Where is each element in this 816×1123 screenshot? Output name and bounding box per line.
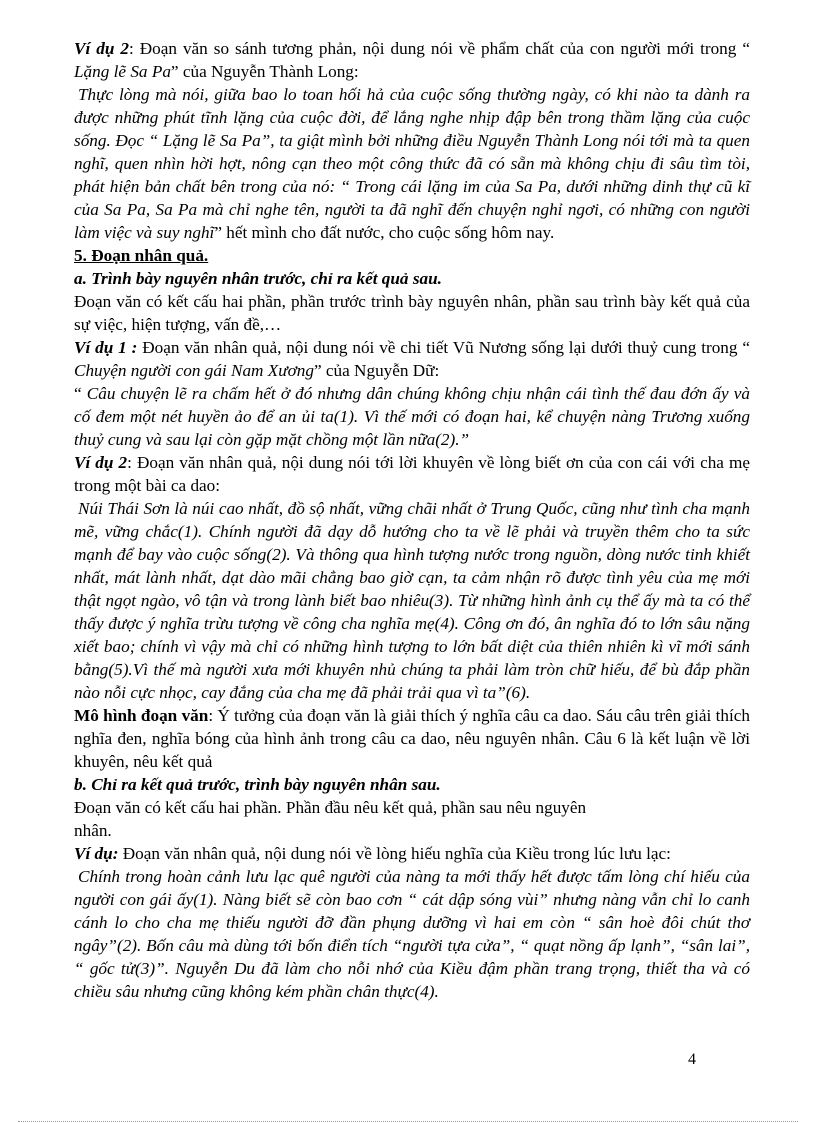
subheading-a: a. Trình bày nguyên nhân trước, chỉ ra kết quả sau. xyxy=(74,269,442,288)
example-2-intro: Ví dụ 2: Đoạn văn so sánh tương phản, nội dung nói về phẩm chất của con người mới trong “ Lặng lẽ Sa Pa” của Nguyễn Thành Long: xyxy=(74,39,750,81)
example-label: Ví dụ 1 : xyxy=(74,338,138,357)
example-2b-paragraph: Núi Thái Sơn là núi cao nhất, đồ sộ nhất, vững chãi nhất ở Trung Quốc, cũng như tình cha mạnh mẽ, vững chắc(1). Chính người đã dạy dỗ hướng cho ta về lẽ phải và truyền thêm cho ta sức mạnh để bay vào cuộc sống(2). Và thông qua hình tượng nước trong nguồn, dòng nước tinh khiết nhất, mát lành nhất, dạt dào mãi chẳng bao giờ cạn, ta cảm nhận rõ được tình yêu của mẹ mới thật ngọt ngào, vô tận và trong lành biết bao nhiêu(3). Từ những hình ảnh cụ thể ấy mà ta có thể thấy được ý nghĩa trừu tượng về công cha nghĩa mẹ(4). Công ơn đó, ân nghĩa đó to lớn sâu nặng xiết bao; chính vì vậy mà chỉ có những hình tượng to lớn bất diệt của thiên nhiên kì vĩ mới sánh bằng(5).Vì thế mà người xưa mới khuyên nhủ chúng ta phải làm tròn chữ hiếu, để bù đắp phần nào nỗi cực nhọc, cay đắng của cha mẹ đã phải trải qua vì ta”(6). xyxy=(74,499,750,702)
example-label: Ví dụ: xyxy=(74,844,119,863)
page-number: 4 xyxy=(688,1051,696,1068)
page-bottom-divider xyxy=(18,1121,798,1122)
page-content xyxy=(74,37,750,1003)
example-1-intro: Ví dụ 1 : Đoạn văn nhân quả, nội dung nói về chi tiết Vũ Nương sống lại dưới thuỷ cung trong “ Chuyện người con gái Nam Xương” của Nguyễn Dữ: xyxy=(74,338,750,380)
example-3-intro: Ví dụ: Đoạn văn nhân quả, nội dung nói về lòng hiếu nghĩa của Kiều trong lúc lưu lạc: xyxy=(74,844,671,863)
paragraph-model: Mô hình đoạn văn: Ý tưởng của đoạn văn là giải thích ý nghĩa câu ca dao. Sáu câu trên giải thích nghĩa đen, nghĩa bóng của hình ảnh trong câu ca dao, nêu nguyên nhân. Câu 6 là kết luận về lời khuyên, nêu kết quả xyxy=(74,706,750,771)
example-label: Ví dụ 2 xyxy=(74,453,128,472)
work-title: Lặng lẽ Sa Pa xyxy=(74,62,171,81)
subheading-b: b. Chỉ ra kết quả trước, trình bày nguyên nhân sau. xyxy=(74,775,441,794)
subheading-a-description: Đoạn văn có kết cấu hai phần, phần trước trình bày nguyên nhân, phần sau trình bày kết quả của sự việc, hiện tượng, vấn đề,… xyxy=(74,292,750,334)
example-label: Ví dụ 2 xyxy=(74,39,129,58)
work-title: Chuyện người con gái Nam Xương xyxy=(74,361,314,380)
model-label: Mô hình đoạn văn xyxy=(74,706,209,725)
example-1-paragraph: “ Câu chuyện lẽ ra chấm hết ở đó nhưng dân chúng không chịu nhận cái tình thế đau đớn ấy và cố đem một nét huyền ảo để an ủi ta(1). Vì thế mới có đoạn hai, kể chuyện nàng Trương xuống thuỷ cung và sau lại còn gặp mặt chồng một lần nữa(2).” xyxy=(74,384,750,449)
section-heading-5: 5. Đoạn nhân quả. xyxy=(74,246,209,265)
subheading-b-description: Đoạn văn có kết cấu hai phần. Phần đầu nêu kết quả, phần sau nêu nguyên nhân. xyxy=(74,798,587,840)
example-2b-intro: Ví dụ 2: Đoạn văn nhân quả, nội dung nói tới lời khuyên về lòng biết ơn của con cái với cha mẹ trong một bài ca dao: xyxy=(74,453,750,495)
example-2-paragraph: Thực lòng mà nói, giữa bao lo toan hối hả của cuộc sống thường ngày, có khi nào ta dành ra được những phút tĩnh lặng của cuộc đời, để lắng nghe nhịp đập bên trong thầm lặng của cuộc sống. Đọc “ Lặng lẽ Sa Pa”, ta giật mình bởi những điều Nguyễn Thành Long nói tới mà ta quen nghĩ, quen nhìn hời hợt, nông cạn theo một công thức đã có sẵn mà không chịu đi sâu tìm tòi, phát hiện bản chất bên trong của nó: “ Trong cái lặng im của Sa Pa, dưới những dinh thự cũ kĩ của Sa Pa, Sa Pa mà chỉ nghe tên, người ta đã nghĩ đến chuyện nghỉ ngơi, có những con người làm việc và suy nghĩ” hết mình cho đất nước, cho cuộc sống hôm nay. xyxy=(74,85,750,242)
example-3-paragraph: Chính trong hoàn cảnh lưu lạc quê người của nàng ta mới thấy hết được tấm lòng chí hiếu của người con gái ấy(1). Nàng biết sẽ còn bao cơn “ cát dập sóng vùi” nhưng nàng vẫn chỉ lo canh cánh lo cho cha mẹ thiếu người đỡ đần phụng dưỡng vì hai em còn “ sân hoè đôi chút thơ ngây”(2). Bốn câu mà dùng tới bốn điển tích “người tựa cửa”, “ quạt nồng ấp lạnh”, “sân lai”, “ gốc tử(3)”. Nguyễn Du đã làm cho nỗi nhớ của Kiều đậm phần trang trọng, thiết tha và có chiều sâu nhưng cũng không kém phần chân thực(4). xyxy=(74,867,750,1001)
